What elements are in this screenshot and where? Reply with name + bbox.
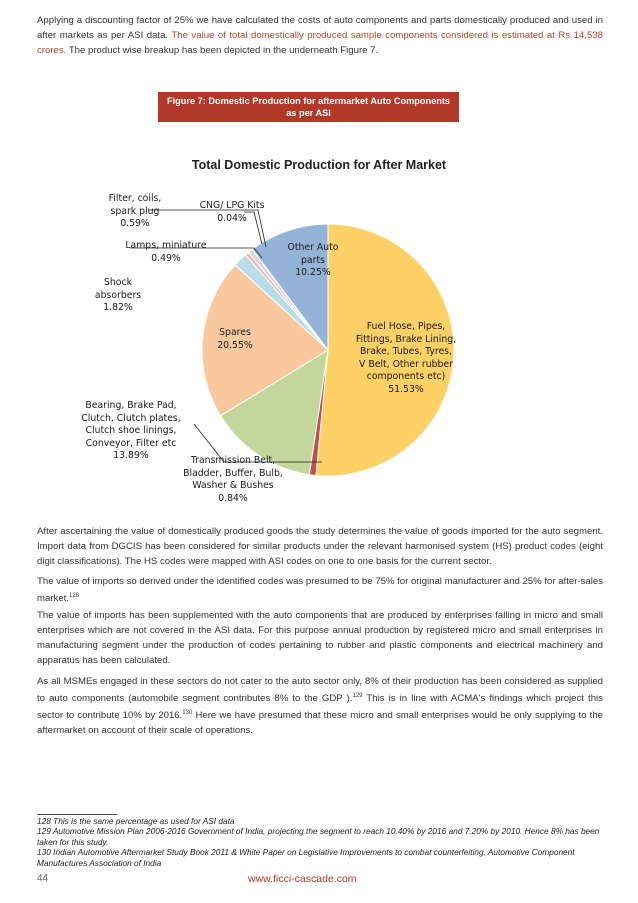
slice-value-label: 0.84% [218,492,248,504]
footnote-130: 130 Indian Automotive Aftermarket Study Book 2011 & White Paper on Legislative Improvements to combat counterfeiting, Automotive Component Manufactures Association of India [37,847,575,868]
slice-label-text: absorbers [94,289,142,301]
slice-label-text: Transmission Belt, [190,455,276,466]
slice-label-text: spark plug [110,205,160,217]
slice-value-label: 10.25% [295,267,331,278]
footnote-129: 129 Automotive Mission Plan 2006-2016 Government of India, projecting the segment to reach 10.40% by 2016 and 7.20% by 2010. Hence 8% has been taken for this study. [37,826,600,847]
label-fuel-hose [338,321,474,396]
slice-label-text: CNG/ LPG Kits [199,200,265,211]
body-paragraph-3: The value of imports has been supplemented with the auto components that are produced by enterprises falling in micro and small enterprises which are not covered in the ASI data. For this purpose annual production by registered micro and small enterprises in manufacturing segment under the production of codes pertaining to rubber and plastic components and electrical machinery and apparatus has been calculated. [37,610,603,666]
slice-label-text: Conveyor, Filter etc [85,437,177,449]
slice-label-text: Filter, coils, [108,193,162,204]
label-lamps-miniature [101,240,231,265]
slice-value-label: 1.82% [103,302,133,313]
slice-label-text: Spares [219,327,251,338]
slice-label-text: Shock [104,277,132,288]
footnote-ref-129: 129 [352,693,363,699]
label-spares [198,327,272,352]
body-paragraph-4-text-b: This is in line with ACMA's findings which project this sector to contribute 10% by 2016. [37,693,603,722]
label-transmission-belt [168,455,298,505]
footnote-128: 128 This is the same percentage as used for ASI data [37,816,235,826]
slice-value-label: 0.49% [151,252,181,264]
intro-highlight: The value of total domestically produced sample components considered is estimated at Rs 14,538 crores. [37,30,603,56]
page-number: 44 [37,873,49,884]
slice-label-text: Lamps, miniature [125,240,207,251]
slice-label-text: Brake, Tubes, Tyres, [360,346,452,357]
footnote-divider [37,814,117,815]
slice-label-text: Fuel Hose, Pipes, [366,321,446,332]
website-link[interactable]: www.ficci-cascade.com [248,873,357,885]
label-shock-absorbers [78,277,158,315]
slice-value-label: 0.59% [120,218,150,229]
figure-caption-line-1: Figure 7: Domestic Production for aftermarket Auto Components [167,96,450,106]
slice-label-text: Fittings, Brake Lining, [355,333,457,345]
intro-text-1: Applying a discounting factor of 25% we have calculated the costs of auto components and parts domestically produced and used in after markets as per ASI data. [37,15,603,41]
slice-value-label: 13.89% [113,450,149,461]
body-paragraph-4 [37,674,603,738]
body-paragraph-1: After ascertaining the value of domestically produced goods the study determines the value of goods imported for the auto segment. Import data from DGCIS has been considered for similar products under the relevant harmonised system (HS) product codes (eight digit classifications). The HS codes were mapped with ASI codes on one to one basis for the current sector. [37,526,603,567]
slice-value-label: 51.53% [388,383,424,395]
label-other-auto-parts [276,242,350,280]
slice-label-text: Clutch, Clutch plates, [81,412,181,424]
body-paragraph-4-text-c: Here we have presumed that these micro and small enterprises would be only supplying to the aftermarket on account of their scale of operations. [37,710,604,737]
slice-label-text: V Belt, Other rubber [359,358,453,370]
chart-title: Total Domestic Production for After Market [191,158,447,172]
intro-text-2: The product wise breakup has been depicted in the underneath Figure 7. [66,45,379,56]
slice-value-label: 20.55% [217,339,253,351]
slice-label-text: Clutch shoe linings, [85,425,177,436]
slice-label-text: Bearing, Brake Pad, [85,400,177,411]
label-filter-coils [82,193,188,231]
body-paragraph-2-text: The value of imports so derived under the identified codes was presumed to be 75% for original manufacturer and 25% for after-sales market. [37,576,603,605]
slice-label-text: Bladder, Buffer, Bulb, [183,467,283,479]
footnote-ref-130: 130 [182,710,193,717]
figure-caption-line-2: as per ASI [286,108,331,118]
label-bearing-brake-pad [64,400,198,463]
slice-value-label: 0.04% [217,212,247,224]
label-cng-lpg-kits [182,200,282,225]
slice-label-text: Washer & Bushes [192,480,274,491]
body-paragraph-4-text-a: As all MSMEs engaged in these sectors do not cater to the auto sector only, 8% of their production has been considered as supplied to auto components (automobile segment contributes 8% to the GDP ). [37,676,603,705]
body-paragraph-2 [37,574,603,606]
footnote-ref-128: 128 [69,593,80,599]
slice-label-text: components etc) [366,371,446,382]
slice-label-text: Other Auto [287,242,339,253]
slice-label-text: parts [301,254,325,266]
